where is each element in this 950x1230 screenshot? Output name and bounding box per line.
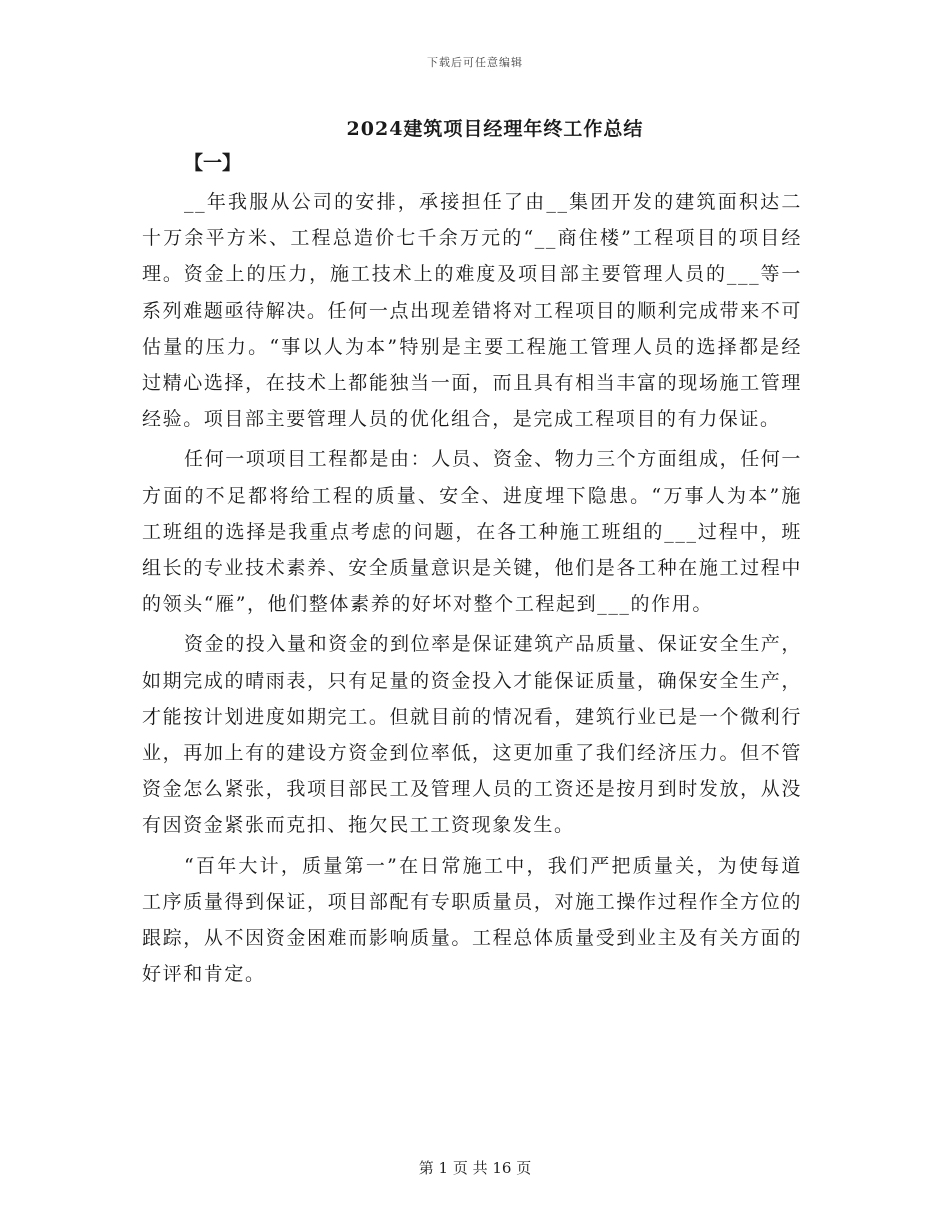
- paragraph-4: “百年大计，质量第一”在日常施工中，我们严把质量关，为使每道工序质量得到保证，项目部配有专职质量员，对施工操作过程作全方位的跟踪，从不因资金困难而影响质量。工程总体质量受到业主及有关方面的好评和肯定。: [142, 854, 802, 986]
- header-note: 下载后可任意编辑: [427, 56, 523, 69]
- section-label: 【一】: [184, 152, 242, 174]
- page-footer: 第 1 页 共 16 页: [418, 1159, 532, 1177]
- page-title: 2024建筑项目经理年终工作总结: [346, 118, 644, 140]
- body-text: [142, 184, 802, 996]
- paragraph-2: 任何一项项目工程都是由：人员、资金、物力三个方面组成，任何一方面的不足都将给工程的质量、安全、进度埋下隐患。“万事人为本”施工班组的选择是我重点考虑的问题，在各工种施工班组的___过程中，班组长的专业技术素养、安全质量意识是关键，他们是各工种在施工过程中的领头“雁”，他们整体素养的好坏对整个工程起到___的作用。: [142, 448, 803, 616]
- paragraph-1: __年我服从公司的安排，承接担任了由__集团开发的建筑面积达二十万余平方米、工程总造价七千余万元的“__商住楼”工程项目的项目经理。资金上的压力，施工技术上的难度及项目部主要管理人员的___等一系列难题亟待解决。任何一点出现差错将对工程项目的顺利完成带来不可估量的压力。“事以人为本”特别是主要工程施工管理人员的选择都是经过精心选择，在技术上都能独当一面，而且具有相当丰富的现场施工管理经验。项目部主要管理人员的优化组合，是完成工程项目的有力保证。: [142, 191, 802, 431]
- paragraph-3: 资金的投入量和资金的到位率是保证建筑产品质量、保证安全生产，如期完成的晴雨表，只有足量的资金投入才能保证质量，确保安全生产，才能按计划进度如期完工。但就目前的情况看，建筑行业已是一个微利行业，再加上有的建设方资金到位率低，这更加重了我们经济压力。但不管资金怎么紧张，我项目部民工及管理人员的工资还是按月到时发放，从没有因资金紧张而克扣、拖欠民工工资现象发生。: [142, 633, 803, 837]
